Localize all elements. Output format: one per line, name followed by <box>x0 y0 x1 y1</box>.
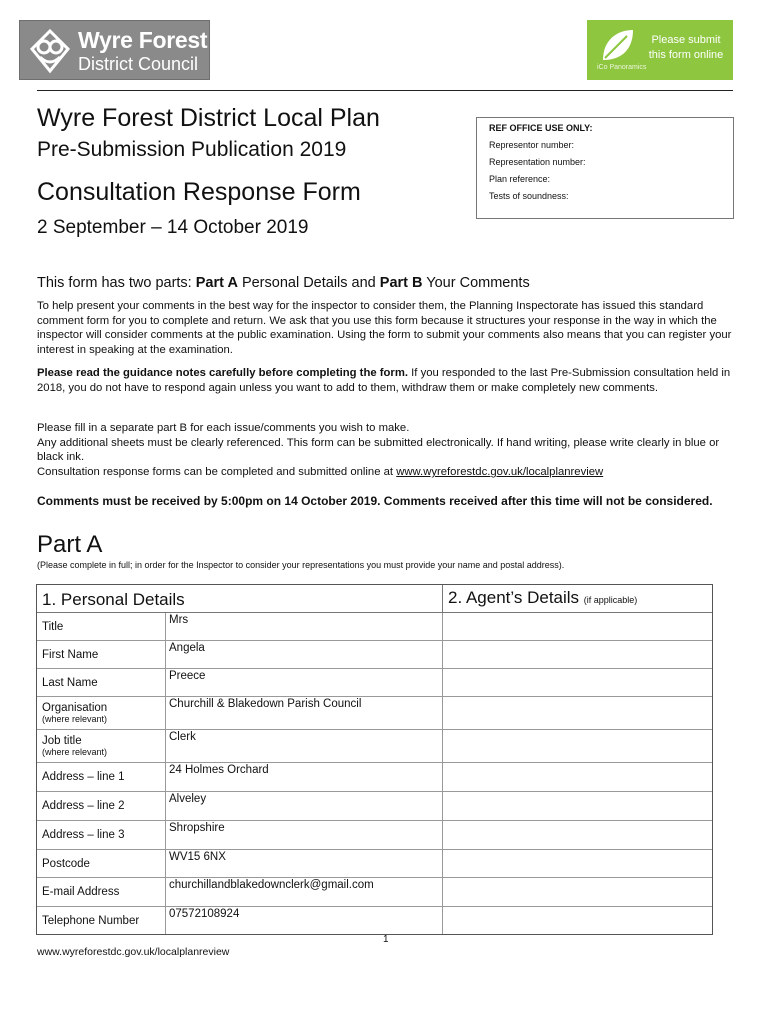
badge-text: Please submit this form online <box>648 34 724 61</box>
office-use-line: Tests of soundness: <box>489 191 569 201</box>
local-plan-review-link[interactable]: www.wyreforestdc.gov.uk/localplanreview <box>396 466 604 479</box>
organisation-field[interactable]: Churchill & Blakedown Parish Council <box>166 697 443 729</box>
agent-organisation-field[interactable] <box>443 697 712 729</box>
office-use-line: Representation number: <box>489 157 586 167</box>
address-line-2-field[interactable]: Alveley <box>166 792 443 820</box>
agent-postcode-field[interactable] <box>443 850 712 877</box>
council-emblem-icon <box>26 27 74 75</box>
address-line-1-field[interactable]: 24 Holmes Orchard <box>166 763 443 791</box>
guidance-paragraph: Please read the guidance notes carefully before completing the form. If you responded to the last Pre-Submission consultation held in 2018, you do not have to respond again unless you want to add to them, withdraw them or make completely new comments. <box>37 367 731 394</box>
office-use-line: Representor number: <box>489 140 575 150</box>
details-table <box>36 584 713 935</box>
agent-first-name-field[interactable] <box>443 641 712 668</box>
page-number: 1 <box>383 934 389 945</box>
agent-address-line-3-field[interactable] <box>443 821 712 849</box>
agent-email-field[interactable] <box>443 878 712 906</box>
deadline-notice: Comments must be received by 5:00pm on 14 October 2019. Comments received after this time will not be considered. <box>37 494 713 508</box>
title-field[interactable]: Mrs <box>166 613 443 640</box>
office-use-box <box>476 117 734 219</box>
instructions-paragraph: Please fill in a separate part B for each issue/comments you wish to make. Any additional sheets must be clearly referenced. This form can be submitted electronically. If hand writing, please write clearly in blue or black ink. Consultation response forms can be completed and submitted online at www.wyreforestdc.gov.uk/localplanreview <box>37 422 720 479</box>
logo-subtitle: District Council <box>78 54 199 74</box>
agent-details-header: 2. Agent’s Details (if applicable) <box>448 588 638 607</box>
office-use-heading: REF OFFICE USE ONLY: <box>489 123 593 133</box>
council-logo <box>19 20 210 80</box>
agent-telephone-field[interactable] <box>443 907 712 934</box>
personal-details-header: 1. Personal Details <box>37 585 443 612</box>
office-use-line: Plan reference: <box>489 174 551 184</box>
first-name-field[interactable]: Angela <box>166 641 443 668</box>
agent-title-field[interactable] <box>443 613 712 640</box>
table-row: Address – line 1 24 Holmes Orchard <box>37 763 712 792</box>
table-row: Telephone Number 07572108924 <box>37 907 712 934</box>
intro-paragraph: To help present your comments in the best way for the inspector to consider them, the Planning Inspectorate has issued this standard comment form for you to complete and return. We ask that you use this form because it structures your response in the way in which the inspector will consider comments at the public examination. Using the form to submit your comments also means that you can register your interest in speaking at the examination. <box>37 300 732 357</box>
table-row: Address – line 3 Shropshire <box>37 821 712 850</box>
publication-title: Pre-Submission Publication 2019 <box>37 138 347 161</box>
submit-online-badge[interactable] <box>587 20 733 80</box>
part-a-note: (Please complete in full; in order for the Inspector to consider your representations you must provide your name and postal address). <box>37 560 565 570</box>
consultation-dates: 2 September – 14 October 2019 <box>37 217 309 238</box>
badge-brand: iCo Panoramics <box>597 64 647 71</box>
header-divider <box>37 90 733 91</box>
last-name-field[interactable]: Preece <box>166 669 443 696</box>
table-row: Job title (where relevant) Clerk <box>37 730 712 763</box>
table-row: Address – line 2 Alveley <box>37 792 712 821</box>
table-row: Postcode WV15 6NX <box>37 850 712 878</box>
job-title-field[interactable]: Clerk <box>166 730 443 762</box>
table-row: Organisation (where relevant) Churchill & Blakedown Parish Council <box>37 697 712 730</box>
plan-title: Wyre Forest District Local Plan <box>37 104 380 132</box>
logo-name: Wyre Forest <box>78 27 208 53</box>
agent-last-name-field[interactable] <box>443 669 712 696</box>
address-line-3-field[interactable]: Shropshire <box>166 821 443 849</box>
footer-url: www.wyreforestdc.gov.uk/localplanreview <box>37 946 230 958</box>
table-row: E-mail Address churchillandblakedownclerk@gmail.com <box>37 878 712 907</box>
agent-address-line-1-field[interactable] <box>443 763 712 791</box>
table-row: Last Name Preece <box>37 669 712 697</box>
postcode-field[interactable]: WV15 6NX <box>166 850 443 877</box>
agent-job-title-field[interactable] <box>443 730 712 762</box>
form-parts-intro: This form has two parts: Part A Personal Details and Part B Your Comments <box>37 275 530 291</box>
part-a-heading: Part A <box>37 531 103 558</box>
email-field[interactable]: churchillandblakedownclerk@gmail.com <box>166 878 443 906</box>
table-row: First Name Angela <box>37 641 712 669</box>
leaf-icon <box>597 26 637 66</box>
form-title: Consultation Response Form <box>37 178 361 206</box>
table-row: Title Mrs <box>37 613 712 641</box>
telephone-field[interactable]: 07572108924 <box>166 907 443 934</box>
agent-address-line-2-field[interactable] <box>443 792 712 820</box>
